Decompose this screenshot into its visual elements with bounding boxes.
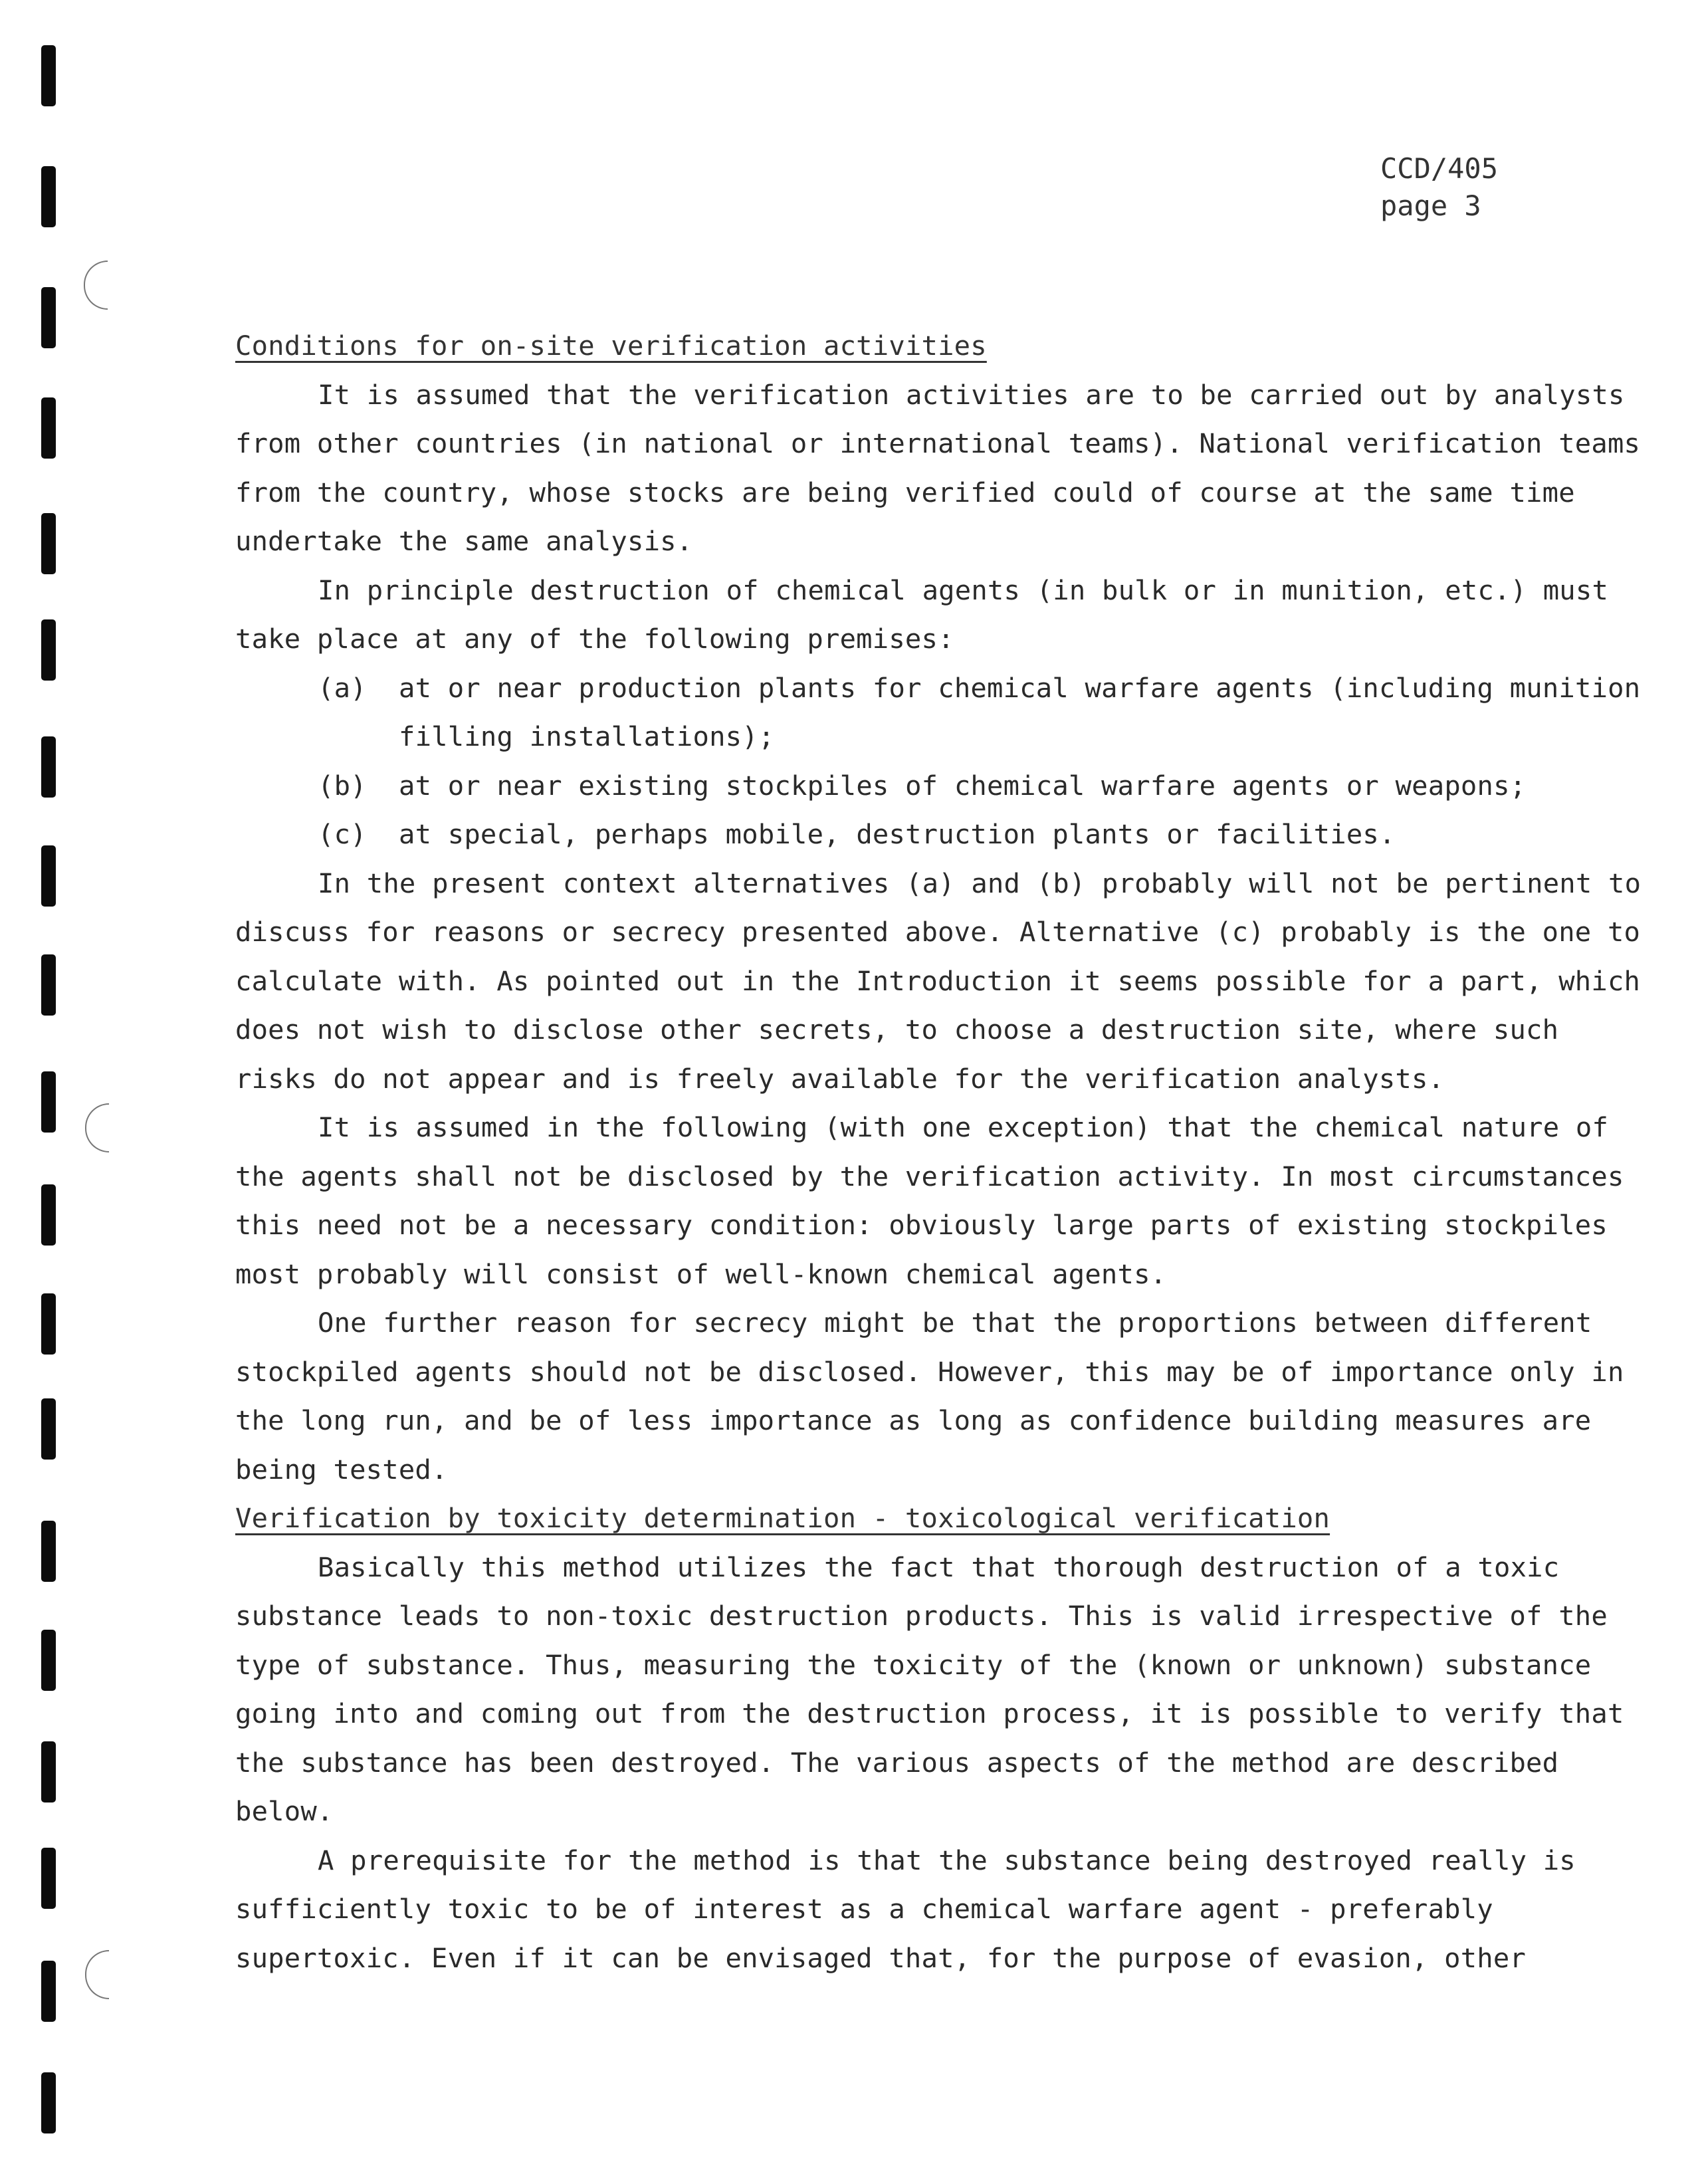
- list-item: [235, 664, 1644, 762]
- section-heading: [235, 322, 1644, 371]
- punch-hole: [41, 513, 56, 574]
- punch-hole: [41, 845, 56, 907]
- punch-hole: [41, 1071, 56, 1133]
- document-header: [1380, 150, 1498, 225]
- list-item: [235, 810, 1644, 859]
- binder-ring-mark: [85, 1950, 109, 1999]
- paragraph: It is assumed in the following (with one exception) that the chemical nature of the agents shall not be disclosed by the verification activity. In most circumstances this need not be a necessary condition: obviously large parts of existing stockpiles most probably will consist of well-known chemical agents.: [235, 1111, 1624, 1290]
- list-item-label: (a): [318, 671, 367, 704]
- punch-hole: [41, 166, 56, 227]
- list-item: [235, 762, 1644, 811]
- list-item-label: (b): [318, 769, 367, 802]
- section-heading: [235, 1494, 1644, 1543]
- punch-hole: [41, 1184, 56, 1246]
- page-number: page 3: [1380, 189, 1481, 222]
- paragraph: Basically this method utilizes the fact that thorough destruction of a toxic substance leads to non-toxic destruction products. This is valid irrespective of the type of substance. Thus, measuring the toxicity of the (known or unknown) substance going into and coming out from the destruction process, it is possible to verify that the substance has been destroyed. The various aspects of the method are described below.: [235, 1551, 1624, 1827]
- paragraph: It is assumed that the verification activities are to be carried out by analysts from other countries (in national or international teams). National verification teams from the country, whose stocks are being verified could of course at the same time undertake the same analysis.: [235, 378, 1641, 557]
- punch-hole: [41, 1293, 56, 1355]
- punch-hole: [41, 1741, 56, 1802]
- binder-punch-holes: [33, 0, 73, 2184]
- list-item-label: (c): [318, 818, 367, 850]
- punch-hole: [41, 1398, 56, 1460]
- punch-hole: [41, 1848, 56, 1909]
- paragraph: A prerequisite for the method is that the substance being destroyed really is sufficiently toxic to be of interest as a chemical warfare agent - preferably supertoxic. Even if it can be envisaged that, for the purpose of evasion, other: [235, 1844, 1576, 1974]
- binder-ring-mark: [85, 1103, 109, 1152]
- paragraph: One further reason for secrecy might be that the proportions between different stockpiled agents should not be disclosed. However, this may be of importance only in the long run, and be of less importance as long as confidence building measures are being tested.: [235, 1307, 1624, 1485]
- punch-hole: [41, 736, 56, 798]
- list-item-text: at special, perhaps mobile, destruction plants or facilities.: [399, 818, 1396, 850]
- binder-ring-mark: [84, 261, 108, 310]
- punch-hole: [41, 1961, 56, 2022]
- punch-hole: [41, 619, 56, 681]
- section-heading-text: Conditions for on-site verification activities: [235, 330, 987, 362]
- punch-hole: [41, 2072, 56, 2133]
- document-number: CCD/405: [1380, 152, 1499, 185]
- punch-hole: [41, 954, 56, 1016]
- punch-hole: [41, 1630, 56, 1691]
- punch-hole: [41, 397, 56, 459]
- punch-hole: [41, 45, 56, 106]
- punch-hole: [41, 1521, 56, 1582]
- paragraph: In principle destruction of chemical agents (in bulk or in munition, etc.) must take place at any of the following premises:: [235, 574, 1609, 655]
- document-body: [235, 322, 1644, 1983]
- list-item-text: at or near existing stockpiles of chemical warfare agents or weapons;: [399, 769, 1527, 802]
- paragraph: In the present context alternatives (a) and (b) probably will not be pertinent to discuss for reasons or secrecy presented above. Alternative (c) probably is the one to calculate with. As pointed out in the Introduction it seems possible for a part, which does not wish to disclose other secrets, to choose a destruction site, where such risks do not appear and is freely available for the verification analysts.: [235, 867, 1642, 1095]
- section-heading-text: Verification by toxicity determination - toxicological verification: [235, 1502, 1330, 1534]
- punch-hole: [41, 287, 56, 348]
- list-item-text: at or near production plants for chemical warfare agents (including munition filling installations);: [399, 671, 1641, 752]
